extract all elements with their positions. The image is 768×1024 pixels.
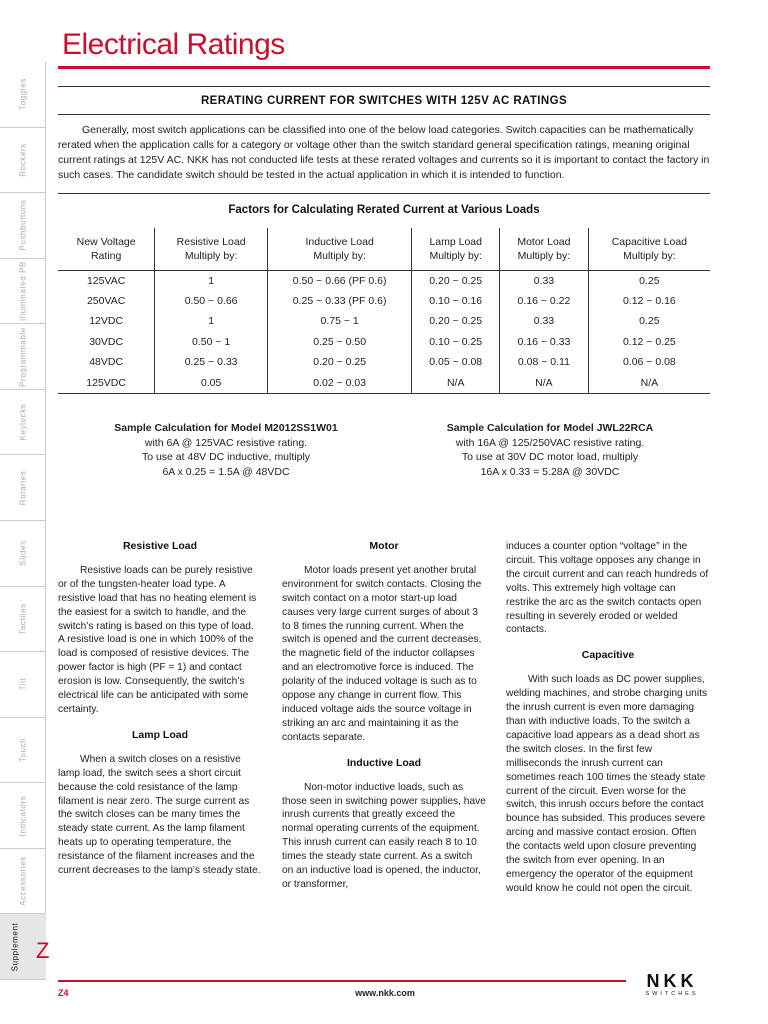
- table-cell: 0.16 ~ 0.33: [500, 332, 589, 353]
- side-tab-label: Tactiles: [18, 603, 28, 635]
- table-header-line: Lamp Load: [429, 235, 482, 248]
- side-tab-label: Indicators: [18, 795, 28, 836]
- side-tab-pushbuttons[interactable]: [0, 193, 46, 259]
- side-tab-tilt[interactable]: [0, 652, 46, 718]
- table-cell: 250VAC: [86, 294, 126, 307]
- side-tab-label: Rotaries: [18, 470, 28, 505]
- table-cell: 0.20 ~ 0.25: [412, 270, 500, 291]
- side-tab-rockers[interactable]: [0, 128, 46, 194]
- side-tab-label: Keylocks: [18, 403, 28, 441]
- table-header-line: New Voltage: [76, 235, 136, 248]
- side-tab-indicators[interactable]: [0, 783, 46, 849]
- side-tab-label: Touch: [18, 737, 28, 763]
- sample-calculation-2: [430, 421, 670, 479]
- table-cell: N/A: [412, 373, 500, 394]
- footer-url[interactable]: www.nkk.com: [355, 988, 415, 998]
- table-header-cell: [500, 228, 589, 270]
- table-header-line: Inductive Load: [305, 235, 374, 248]
- table-cell: 0.33: [500, 311, 589, 332]
- table-header-line: Multiply by:: [623, 249, 676, 262]
- table-header-line: Multiply by:: [429, 249, 482, 262]
- side-tab-label: Slides: [18, 540, 28, 566]
- table-cell: 0.25: [588, 311, 710, 332]
- table-row: [58, 270, 710, 291]
- lamp-load-text: When a switch closes on a resistive lamp load, the switch sees a short circuit because the cold resistance of the lamp filament is near zero. The surge current as the switch closes can be many times the steady state current. As the lamp filament heats up to operating temperature, the resistance of the filament increases and the current decreases to the lamp’s steady state.: [58, 753, 261, 877]
- side-tab-label: Illuminated PB: [18, 260, 28, 321]
- table-header-line: Motor Load: [517, 235, 571, 248]
- table-header-line: Capacitive Load: [611, 235, 688, 248]
- title-rule: [58, 66, 710, 69]
- table-cell: 0.50 ~ 0.66 (PF 0.6): [267, 270, 411, 291]
- sample-calculation-1: [106, 421, 346, 479]
- table-cell: N/A: [588, 373, 710, 394]
- side-tab-label: Pushbuttons: [18, 199, 28, 251]
- side-tab-keylocks[interactable]: [0, 390, 46, 456]
- capacitive-text: With such loads as DC power supplies, welding machines, and strobe charging units the inrush current is even more damaging than with inductive loads. To the switch a capacitive load appears as a dead short as the switch closes. In the first few milliseconds the inrush current can sometimes reach 100 times the steady state current of the circuit. Even worse for the switch, this inrush occurs before the contact bounce has subsided. This produces severe arcing and massive contact erosion. Often the contacts weld upon closure preventing the switch from ever opening. In an emergency the operator of the equipment would know he could not open the circuit.: [506, 674, 708, 894]
- resistive-load-text: Resistive loads can be purely resistive or of the tungsten-heater load type. A resistive load that has no heating element is the easiest for a switch to handle, and the switch’s rating is based on this type of load. A resistive load is one in which 100% of the load is composed of resistive devices. The power factor is high (PF = 1) and contact erosion is low. Consequently, the switch’s electrical life can be anticipated with some certainty.: [58, 564, 257, 715]
- page-number: Z4: [58, 988, 69, 998]
- table-row: [58, 332, 710, 353]
- table-cell: 0.50 ~ 1: [155, 332, 268, 353]
- table-row: [58, 352, 710, 373]
- table-cell: 0.20 ~ 0.25: [412, 311, 500, 332]
- table-cell: 30VDC: [89, 335, 124, 348]
- side-tab-strip: [0, 62, 46, 980]
- sample-line: To use at 48V DC inductive, multiply: [141, 451, 311, 463]
- sample-line: 16A x 0.33 = 5.28A @ 30VDC: [480, 465, 620, 478]
- table-header-line: Multiply by:: [184, 249, 238, 262]
- inductive-load-text: Non-motor inductive loads, such as those seen in switching power supplies, have inrush currents that greatly exceed the normal operating currents of the equipment. This inrush current can easily reach 8 to 10 times the steady state current. As a switch on an inductive load is opened, the inductor, or transformer,: [282, 781, 486, 890]
- sample-line: with 6A @ 125VAC resistive rating.: [144, 436, 308, 449]
- table-cell: 1: [155, 311, 268, 332]
- table-header-cell: [155, 228, 268, 270]
- sample-line: with 16A @ 125/250VAC resistive rating.: [455, 436, 645, 449]
- table-cell: 0.20 ~ 0.25: [267, 352, 411, 373]
- table-header-cell: [588, 228, 710, 270]
- side-tab-touch[interactable]: [0, 718, 46, 784]
- footer-rule: [58, 980, 626, 982]
- table-header-row: [58, 228, 710, 270]
- rerating-table: [58, 228, 710, 394]
- inductive-load-heading: Inductive Load: [346, 756, 422, 769]
- column-2: [282, 540, 486, 904]
- section-top-rule: [58, 86, 710, 87]
- table-header-cell: [58, 228, 155, 270]
- table-cell: 48VDC: [89, 356, 124, 369]
- table-cell: 0.25 ~ 0.33: [155, 352, 268, 373]
- table-cell: 0.08 ~ 0.11: [500, 352, 589, 373]
- table-row: [58, 291, 710, 312]
- column-3: [506, 540, 710, 908]
- nkk-logo: [632, 972, 712, 996]
- side-tab-accessories[interactable]: [0, 849, 46, 915]
- side-tab-rotaries[interactable]: [0, 455, 46, 521]
- table-header-line: Rating: [90, 249, 122, 262]
- table-header-line: Multiply by:: [517, 249, 571, 262]
- inductive-load-text-continued: induces a counter option “voltage” in the circuit. This voltage opposes any change in the circuit current and can reach hundreds of volts. This extremely high voltage can restrike the arc as the switch contacts open resulting in severely eroded or welded contacts.: [506, 541, 709, 636]
- table-cell: 125VDC: [58, 373, 155, 394]
- side-tab-toggles[interactable]: [0, 62, 46, 128]
- table-cell: 12VDC: [89, 315, 124, 328]
- table-cell: 0.16 ~ 0.22: [500, 291, 589, 312]
- table-cell: 0.25: [588, 270, 710, 291]
- motor-heading: Motor: [369, 540, 399, 552]
- side-tab-letter: Z: [36, 938, 50, 963]
- capacitive-heading: Capacitive: [581, 649, 635, 662]
- table-cell: 125VAC: [86, 274, 126, 287]
- side-tab-label: Accessories: [18, 856, 28, 906]
- table-cell: 0.10 ~ 0.16: [412, 291, 500, 312]
- side-tab-illuminated-pb[interactable]: [0, 259, 46, 325]
- side-tab-label: Toggles: [18, 78, 28, 111]
- table-cell: 0.02 ~ 0.03: [267, 373, 411, 394]
- side-tab-label: Tilt: [18, 678, 28, 691]
- side-tab-slides[interactable]: [0, 521, 46, 587]
- table-cell: 0.06 ~ 0.08: [588, 352, 710, 373]
- table-top-rule: [58, 193, 710, 194]
- table-header-line: Resistive Load: [176, 235, 246, 248]
- table-body: [58, 270, 710, 393]
- section-heading: RERATING CURRENT FOR SWITCHES WITH 125V AC RATINGS: [200, 95, 568, 107]
- side-tab-tactiles[interactable]: [0, 587, 46, 653]
- side-tab-label: Programmable: [18, 326, 28, 387]
- logo-text: NKK: [646, 971, 698, 991]
- logo-subtext: SWITCHES: [645, 991, 699, 997]
- table-cell: 0.75 ~ 1: [267, 311, 411, 332]
- table-cell: 0.12 ~ 0.25: [588, 332, 710, 353]
- resistive-load-heading: Resistive Load: [122, 540, 198, 552]
- table-cell: 0.05: [155, 373, 268, 394]
- table-heading: Factors for Calculating Rerated Current at Various Loads: [228, 204, 540, 216]
- table-cell: 0.50 ~ 0.66: [155, 291, 268, 312]
- side-tab-label: Supplement: [10, 922, 20, 972]
- table-row: [58, 311, 710, 332]
- sample-line: 6A x 0.25 = 1.5A @ 48VDC: [162, 465, 290, 478]
- sample-title: Sample Calculation for Model JWL22RCA: [446, 422, 654, 434]
- table-cell: 0.25 ~ 0.33 (PF 0.6): [267, 291, 411, 312]
- table-header-cell: [267, 228, 411, 270]
- sample-title: Sample Calculation for Model M2012SS1W01: [114, 422, 338, 434]
- table-cell: 0.10 ~ 0.25: [412, 332, 500, 353]
- table-header-cell: [412, 228, 500, 270]
- table-cell: N/A: [500, 373, 589, 394]
- page-title: Electrical Ratings: [62, 28, 285, 61]
- column-1: [58, 540, 262, 890]
- side-tab-label: Rockers: [18, 143, 28, 177]
- lamp-load-heading: Lamp Load: [131, 728, 188, 741]
- side-tab-programmable[interactable]: [0, 324, 46, 390]
- intro-paragraph: Generally, most switch applications can be classified into one of the below load categories. Switch capacities can be mathematically rerated when the application calls for a category or voltage other than the switch standard general specification ratings, meaning original current ratings at 125V AC. NKK has not conducted life tests at these rerated voltages and currents so it is important to contact the factory in such cases. The candidate switch should be tested in the actual application in which it is intended to function.: [58, 124, 710, 181]
- table-row: [58, 373, 710, 394]
- section-bottom-rule: [58, 114, 710, 115]
- table-header-line: Multiply by:: [313, 249, 366, 262]
- table-cell: 1: [155, 270, 268, 291]
- table-cell: 0.05 ~ 0.08: [412, 352, 500, 373]
- table-cell: 0.12 ~ 0.16: [588, 291, 710, 312]
- motor-text: Motor loads present yet another brutal environment for switch contacts. Closing the switch contact on a motor start-up load causes very large current surges of about 3 to 8 times the running current. When the switch is opened and the current decreases, the magnetic field of the inductor collapses and an electromotive force is induced. The polarity of the induced voltage is such as to oppose any change in current flow. This induced voltage aids the source voltage in striking an arc and maintaining it as the contacts separate.: [282, 564, 482, 743]
- sample-line: To use at 30V DC motor load, multiply: [461, 451, 639, 463]
- table-cell: 0.25 ~ 0.50: [267, 332, 411, 353]
- table-cell: 0.33: [500, 270, 589, 291]
